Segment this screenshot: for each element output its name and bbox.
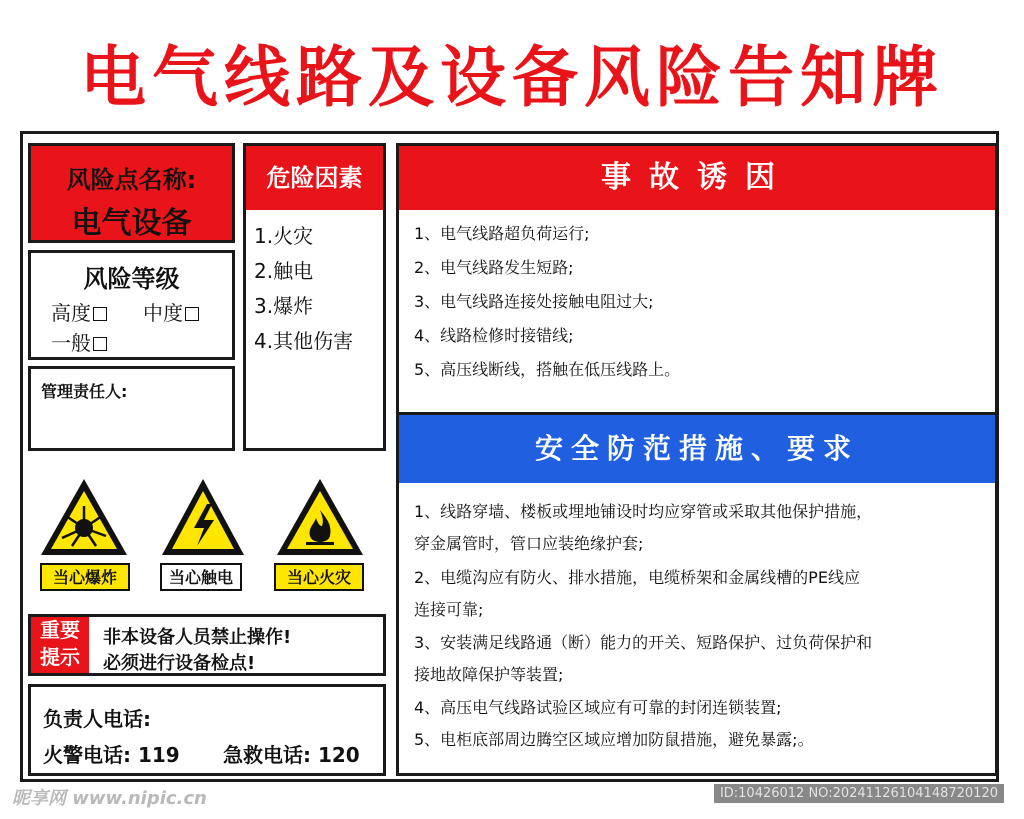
sign-label-electric-shock: 当心触电 xyxy=(160,563,242,591)
important-notice-panel xyxy=(28,614,386,676)
risk-level-option-label: 一般 xyxy=(51,331,91,355)
accident-causes-panel xyxy=(396,143,998,415)
notice-tag-line: 重要 xyxy=(40,618,80,642)
measure-line: 4、高压电气线路试验区域应有可靠的封闭连锁装置; xyxy=(414,698,782,717)
measure-line: 穿金属管时，管口应装绝缘护套; xyxy=(414,534,644,553)
measure-line: 3、安装满足线路通（断）能力的开关、短路保护、过负荷保护和 xyxy=(414,633,873,652)
manager-label: 管理责任人: xyxy=(41,382,128,401)
hazard-item: 2.触电 xyxy=(254,259,314,283)
cause-item: 1、电气线路超负荷运行; xyxy=(414,224,590,243)
risk-level-panel xyxy=(28,250,235,360)
sign-label-fire: 当心火灾 xyxy=(274,563,364,591)
measure-line: 接地故障保护等装置; xyxy=(414,665,564,684)
risk-point-label: 风险点名称: xyxy=(66,166,197,194)
watermark-right: ID:10426012 NO:20241126104148720120 xyxy=(714,784,1004,803)
cause-item: 5、高压线断线，搭触在低压线路上。 xyxy=(414,360,681,379)
cause-item: 3、电气线路连接处接触电阻过大; xyxy=(414,292,654,311)
watermark-left: 昵享网 www.nipic.cn xyxy=(12,788,207,809)
sign-label-explosion: 当心爆炸 xyxy=(40,563,130,591)
hazard-item: 4.其他伤害 xyxy=(254,329,354,353)
checkbox-icon xyxy=(185,307,199,321)
notice-line: 必须进行设备检点! xyxy=(103,653,256,674)
checkbox-icon xyxy=(93,337,107,351)
risk-point-panel xyxy=(28,143,235,243)
electric-shock-icon xyxy=(160,476,256,558)
hazards-panel xyxy=(243,143,386,451)
accident-causes-heading: 事故诱因 xyxy=(399,146,995,210)
cause-item: 2、电气线路发生短路; xyxy=(414,258,574,277)
explosion-icon xyxy=(38,476,134,558)
page-title: 电气线路及设备风险告知牌 xyxy=(80,39,944,116)
measure-line: 1、线路穿墙、楼板或埋地铺设时均应穿管或采取其他保护措施， xyxy=(414,502,873,521)
cause-item: 4、线路检修时接错线; xyxy=(414,326,574,345)
manager-panel xyxy=(28,366,235,451)
measure-line: 2、电缆沟应有防火、排水措施，电缆桥架和金属线槽的PE线应 xyxy=(414,568,860,587)
ambulance-phone: 急救电话: 120 xyxy=(223,743,360,767)
risk-level-option-medium xyxy=(143,297,199,326)
risk-level-option-general xyxy=(51,327,107,356)
hazards-heading: 危险因素 xyxy=(246,146,383,210)
risk-point-name: 电气设备 xyxy=(71,206,192,241)
checkbox-icon xyxy=(93,307,107,321)
measure-line: 连接可靠; xyxy=(414,600,484,619)
notice-tag-line: 提示 xyxy=(40,645,80,669)
important-notice-tag xyxy=(31,617,89,673)
risk-level-option-label: 高度 xyxy=(51,301,91,325)
risk-level-heading: 风险等级 xyxy=(83,265,180,293)
hazard-item: 3.爆炸 xyxy=(254,294,314,318)
responsible-phone-label: 负责人电话: xyxy=(43,707,151,731)
measure-line: 5、电柜底部周边腾空区域应增加防鼠措施，避免暴露;。 xyxy=(414,730,814,749)
risk-level-option-high xyxy=(51,297,107,326)
phones-panel xyxy=(28,684,386,776)
hazard-item: 1.火灾 xyxy=(254,224,314,248)
safety-measures-heading: 安全防范措施、要求 xyxy=(399,415,995,483)
fire-phone: 火警电话: 119 xyxy=(43,743,180,767)
risk-level-option-label: 中度 xyxy=(143,301,183,325)
notice-line: 非本设备人员禁止操作! xyxy=(103,627,292,648)
safety-measures-panel xyxy=(396,412,998,776)
fire-icon xyxy=(274,476,370,558)
